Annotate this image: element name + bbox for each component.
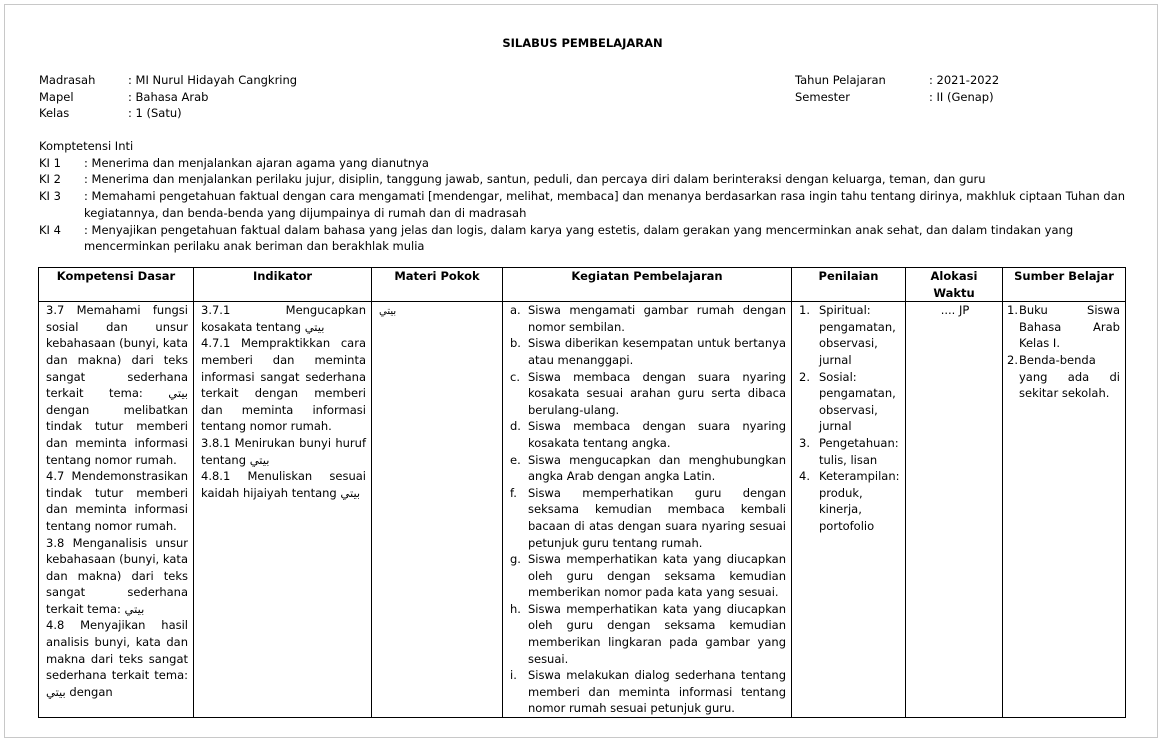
identity-left <box>39 72 297 122</box>
header-materi-pokok: Materi Pokok <box>372 268 503 302</box>
indikator-item: 4.8.1 Menuliskan sesuai kaidah hijaiyah tentang بيتي <box>201 469 366 500</box>
alokasi-text: .... JP <box>940 303 970 318</box>
ki-code: KI 1 <box>39 155 61 170</box>
list-marker: a. <box>510 303 521 318</box>
list-item <box>510 485 786 551</box>
info-value: : Bahasa Arab <box>128 89 209 104</box>
header-sumber-belajar: Sumber Belajar <box>1003 268 1126 302</box>
ki-text: : Menyajikan pengetahuan faktual dalam bahasa yang jelas dan logis, dalam karya yang estetis, dalam gerakan yang mencerminkan anak sehat, dan dalam tindakan yang mencerminkan perilaku anak beriman dan berakhlak mulia <box>84 222 1074 254</box>
ki-code: KI 4 <box>39 222 61 237</box>
cell-penilaian <box>792 302 906 718</box>
header-indikator: Indikator <box>194 268 372 302</box>
list-text: Pengetahuan: tulis, lisan <box>819 435 899 467</box>
info-label: Madrasah <box>39 73 96 87</box>
kd-item: 3.7 Memahami fungsi sosial dan unsur kebahasaan (bunyi, kata dan makna) dari teks sangat sederhana terkait tema: بيتي dengan melibatkan tindak tutur memberi dan meminta informasi tentang nomor rumah. <box>46 303 188 467</box>
cell-kompetensi-dasar <box>39 302 194 718</box>
ki-item <box>39 222 1129 255</box>
cell-kegiatan <box>503 302 792 718</box>
list-item <box>510 418 786 451</box>
info-row-semester <box>795 89 999 106</box>
list-marker: e. <box>510 452 521 467</box>
list-text: Siswa mengamati gambar rumah dengan nomor sembilan. <box>528 303 786 334</box>
list-marker: 1. <box>799 303 810 318</box>
info-value: : 2021-2022 <box>929 73 1000 87</box>
list-item <box>799 369 900 435</box>
kompetensi-inti-section <box>39 138 1129 255</box>
ki-text: : Menerima dan menjalankan perilaku jujur, disiplin, tanggung jawab, santun, peduli, dan percaya diri dalam berinteraksi dengan keluarga, teman, dan guru <box>84 172 986 187</box>
list-text: Siswa diberikan kesempatan untuk bertanya atau menanggapi. <box>528 336 786 367</box>
ki-code: KI 3 <box>39 189 61 204</box>
list-item <box>799 302 900 368</box>
ki-code: KI 2 <box>39 172 61 187</box>
list-marker: i. <box>510 668 517 683</box>
list-item <box>510 335 786 368</box>
info-value: : MI Nurul Hidayah Cangkring <box>128 73 298 87</box>
ki-item <box>39 155 1129 172</box>
cell-sumber-belajar <box>1003 302 1126 718</box>
list-text: Spiritual: pengamatan, observasi, jurnal <box>819 303 896 367</box>
header-alokasi-waktu: Alokasi Waktu <box>906 268 1003 302</box>
kd-item: 4.7 Mendemonstrasikan tindak tutur memberi dan meminta informasi tentang nomor rumah. <box>46 469 188 533</box>
table-header-row <box>39 268 1126 302</box>
list-item <box>799 468 900 534</box>
list-text: Siswa mengucapkan dan menghubungkan angka Arab dengan angka Latin. <box>528 452 786 484</box>
list-marker: f. <box>510 485 517 500</box>
info-label: Semester <box>795 89 850 104</box>
list-marker: 2. <box>1007 352 1018 367</box>
list-item <box>510 452 786 485</box>
list-text: Siswa memperhatikan kata yang diucapkan oleh guru dengan seksama kemudian memberikan lingkaran pada gambar yang sesuai. <box>528 601 786 666</box>
list-text: Siswa memperhatikan kata yang diucapkan oleh guru dengan seksama kemudian memberikan nomor pada kata yang sesuai. <box>528 552 786 600</box>
info-row-madrasah <box>39 72 297 89</box>
indikator-item: 3.7.1 Mengucapkan kosakata tentang بيتي <box>201 303 366 334</box>
cell-alokasi-waktu <box>906 302 1003 718</box>
syllabus-table <box>38 267 1126 718</box>
list-marker: 1. <box>1007 303 1018 318</box>
identity-right <box>795 72 999 105</box>
indikator-item: 3.8.1 Menirukan bunyi huruf tentang بيتي <box>201 435 366 467</box>
list-item <box>510 302 786 335</box>
ki-item <box>39 188 1129 221</box>
list-item <box>1007 352 1120 402</box>
header-kompetensi-dasar: Kompetensi Dasar <box>39 268 194 302</box>
ki-text: : Menerima dan menjalankan ajaran agama yang dianutnya <box>84 155 429 170</box>
penilaian-list <box>799 302 900 534</box>
document-title: SILABUS PEMBELAJARAN <box>502 36 663 50</box>
list-item <box>510 667 786 717</box>
list-marker: d. <box>510 419 521 434</box>
list-text: Siswa membaca dengan suara nyaring kosakata sesuai arahan guru serta dibaca berulang-ulang. <box>528 369 786 417</box>
info-row-kelas <box>39 105 297 122</box>
info-row-tahun <box>795 72 999 89</box>
list-item <box>510 551 786 601</box>
list-text: Sosial: pengamatan, observasi, jurnal <box>819 369 896 434</box>
list-text: Siswa memperhatikan guru dengan seksama kemudian membaca kembali bacaan di atas dengan suara nyaring sesuai petunjuk guru tentang rumah. <box>528 485 786 550</box>
info-value: : 1 (Satu) <box>128 106 182 121</box>
list-item <box>510 601 786 667</box>
kd-item: 4.8 Menyajikan hasil analisis bunyi, kata dan makna dari teks sangat sederhana terkait tema: بيتي dengan <box>46 618 188 699</box>
ki-item <box>39 171 1129 188</box>
list-text: Buku Siswa Bahasa Arab Kelas I. <box>1019 303 1120 351</box>
ki-heading: Komptetensi Inti <box>39 139 134 153</box>
list-marker: h. <box>510 601 521 616</box>
list-marker: b. <box>510 336 521 351</box>
cell-indikator <box>194 302 372 718</box>
list-item <box>1007 302 1120 352</box>
list-text: Benda-benda yang ada di sekitar sekolah. <box>1019 352 1120 401</box>
header-kegiatan: Kegiatan Pembelajaran <box>503 268 792 302</box>
list-text: Siswa melakukan dialog sederhana tentang memberi dan meminta informasi tentang nomor rumah sesuai petunjuk guru. <box>528 668 786 716</box>
sumber-list <box>1007 302 1120 402</box>
info-label: Tahun Pelajaran <box>795 73 886 87</box>
info-label: Kelas <box>39 106 70 121</box>
info-row-mapel <box>39 89 297 106</box>
list-marker: c. <box>510 369 520 384</box>
list-item <box>799 435 900 468</box>
list-marker: 3. <box>799 435 810 450</box>
ki-text: : Memahami pengetahuan faktual dengan cara mengamati [mendengar, melihat, membaca] dan menanya berdasarkan rasa ingin tahu tentang dirinya, makhluk ciptaan Tuhan dan kegiatannya, dan benda-benda yang dijumpainya di rumah dan di madrasah <box>84 189 1126 220</box>
materi-text: بيتي <box>379 306 397 318</box>
kd-item: 3.8 Menganalisis unsur kebahasaan (bunyi, kata dan makna) dari teks sangat sederhana terkait tema: بيتي <box>46 535 188 616</box>
list-text: Siswa membaca dengan suara nyaring kosakata tentang angka. <box>528 419 786 450</box>
info-value: : II (Genap) <box>929 89 994 104</box>
table-row <box>39 302 1126 718</box>
list-item <box>510 369 786 419</box>
list-marker: 2. <box>799 369 810 384</box>
kegiatan-list <box>510 302 786 717</box>
list-text: Keterampilan: produk, kinerja, portofolio <box>819 469 900 533</box>
list-marker: g. <box>510 552 521 567</box>
list-marker: 4. <box>799 469 810 484</box>
header-penilaian: Penilaian <box>792 268 906 302</box>
info-label: Mapel <box>39 89 74 104</box>
indikator-item: 4.7.1 Mempraktikkan cara memberi dan meminta informasi sangat sederhana terkait dengan memberi dan meminta informasi tentang nomor rumah. <box>201 336 366 434</box>
cell-materi-pokok <box>372 302 503 718</box>
